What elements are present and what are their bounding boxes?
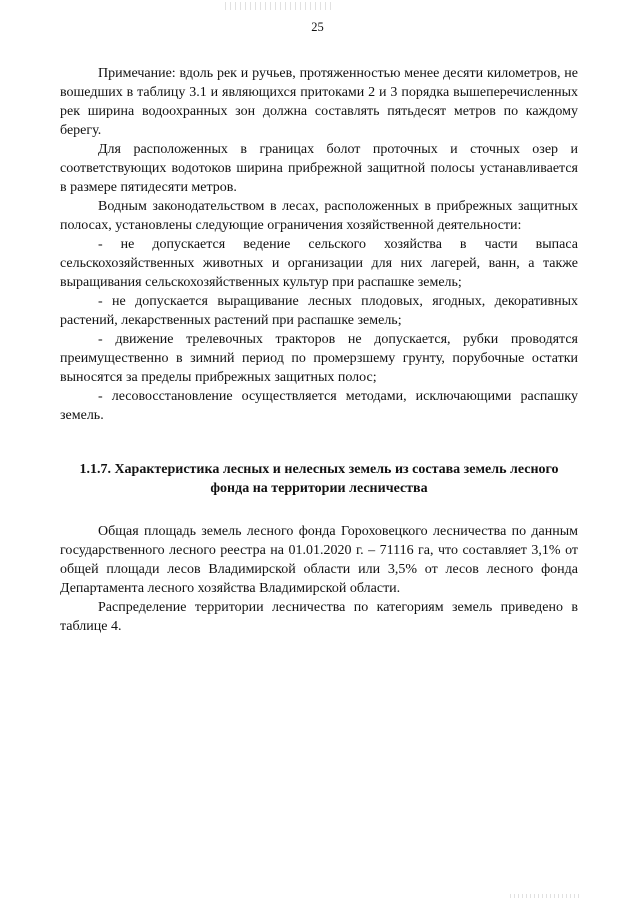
page-number: 25	[311, 20, 324, 34]
restriction-item-tractors: - движение трелевочных тракторов не допускается, рубки проводятся преимущественно в зимний период по промерзшему грунту, порубочные остатки выносятся за пределы прибрежных защитных полос;	[60, 332, 578, 385]
document-content	[60, 64, 578, 636]
swamp-lakes-paragraph: Для расположенных в границах болот проточных и сточных озер и соответствующих водотоков ширина прибрежной защитной полосы устанавливается в размере пятидесяти метров.	[60, 142, 578, 195]
note-paragraph: Примечание: вдоль рек и ручьев, протяженностью менее десяти километров, не вошедших в таблицу 3.1 и являющихся притоками 2 и 3 порядка вышеперечисленных рек ширина водоохранных зон должна составлять пятьдесят метров по каждому берегу.	[60, 66, 578, 138]
water-law-paragraph: Водным законодательством в лесах, расположенных в прибрежных защитных полосах, установлены следующие ограничения хозяйственной деятельности:	[60, 199, 578, 233]
restriction-item-plants: - не допускается выращивание лесных плодовых, ягодных, декоративных растений, лекарственных растений при распашке земель;	[60, 294, 578, 328]
section-heading: 1.1.7. Характеристика лесных и нелесных земель из состава земель лесного фонда на территории лесничества	[79, 462, 559, 496]
scan-noise-bottom	[510, 894, 580, 898]
forest-area-paragraph: Общая площадь земель лесного фонда Гороховецкого лесничества по данным государственного лесного реестра на 01.01.2020 г. – 71116 га, что составляет 3,1% от общей площади лесов Владимирской области или 3,5% от лесов лесного фонда Департамента лесного хозяйства Владимирской области.	[60, 524, 578, 596]
restriction-item-agriculture: - не допускается ведение сельского хозяйства в части выпаса сельскохозяйственных животных и организации для них лагерей, ванн, а также выращивания сельскохозяйственных культур при распашке земель;	[60, 237, 578, 290]
table-reference-paragraph: Распределение территории лесничества по категориям земель приведено в таблице 4.	[60, 600, 578, 634]
scan-noise-top	[225, 2, 335, 10]
restriction-item-reforestation: - лесовосстановление осуществляется методами, исключающими распашку земель.	[60, 389, 578, 423]
